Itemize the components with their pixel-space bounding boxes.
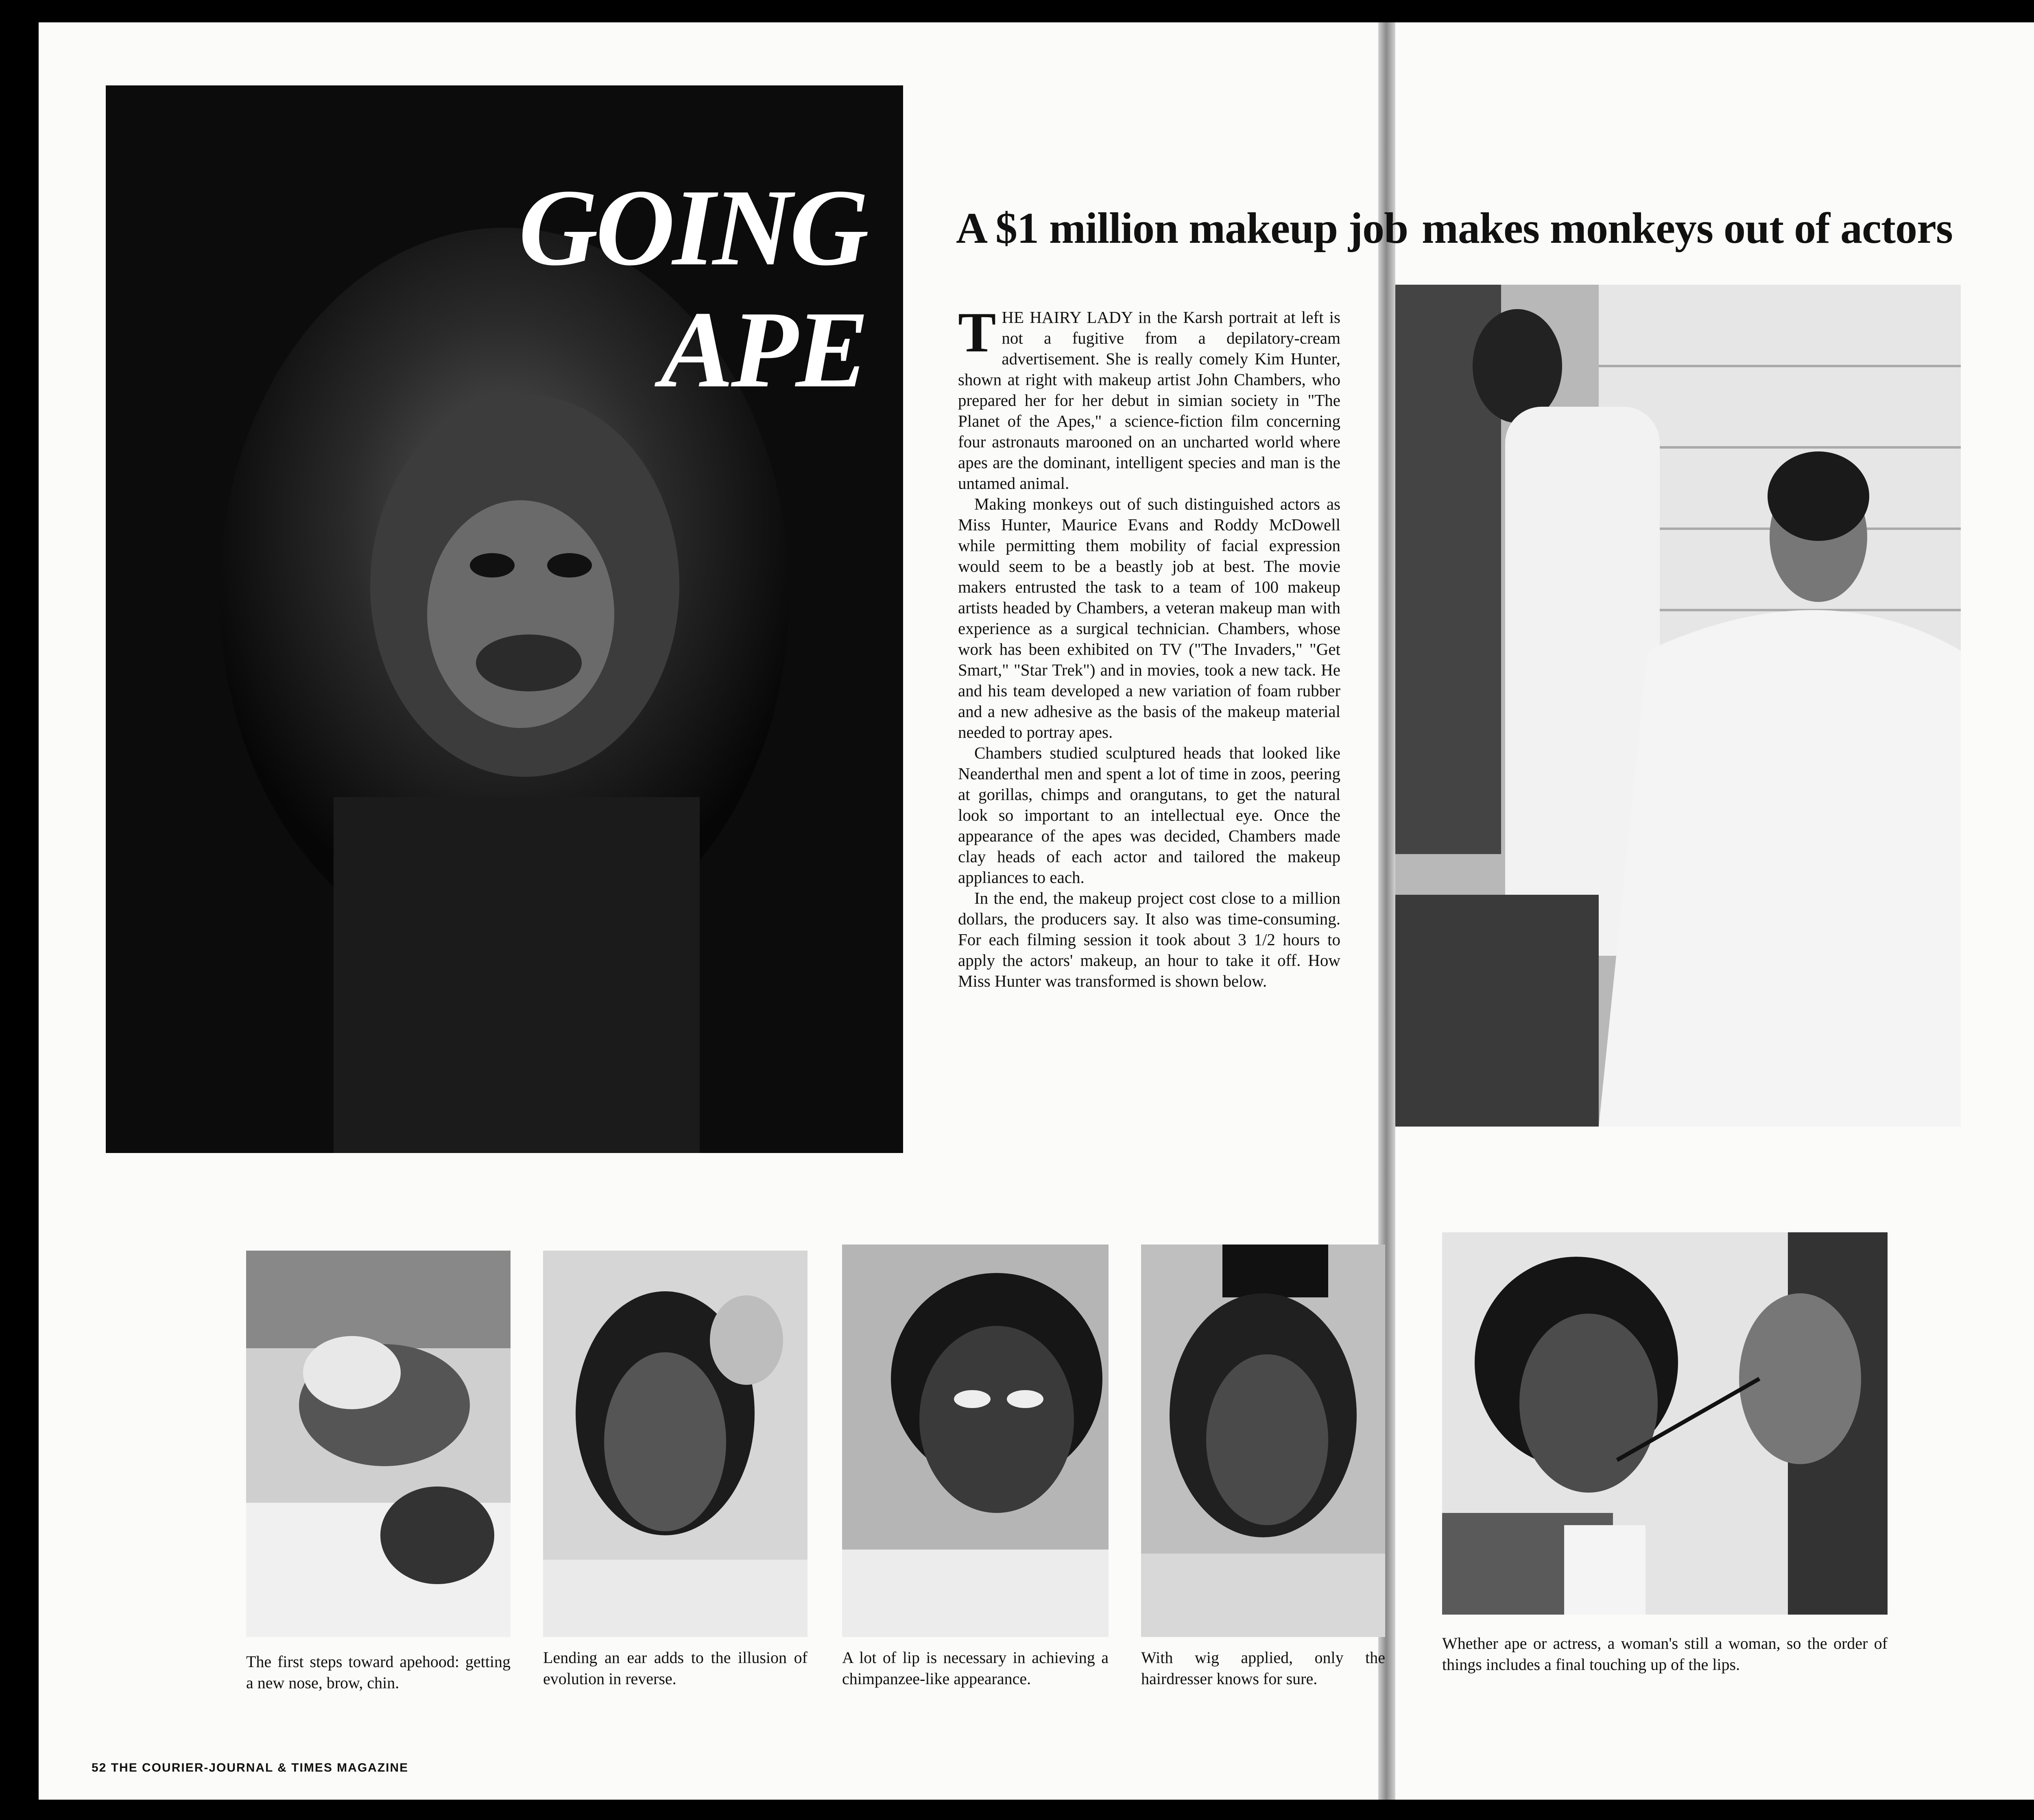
caption-3: A lot of lip is necessary in achieving a chimpanzee-like appearance. [842,1648,1109,1688]
drop-cap: T [958,301,996,364]
main-headline-left: A $1 million makeup job [956,204,1408,253]
article-paragraph: In the end, the makeup project cost close to a million dollars, the producers say. It also was time-consuming. For each filming session it took about 3 1/2 hours to apply the actors' makeup, an hour to take it off. How Miss Hunter was transformed is shown below. [958,889,1340,990]
article-body [958,301,1340,992]
headline-going: GOING [518,167,866,288]
lip-touchup-photo [1442,1232,1888,1615]
article-paragraph: Chambers studied sculptured heads that looked like Neanderthal men and spent a lot of time in zoos, peering at gorillas, chimps and orangutans, to get the natural look so important to an intellectual eye. Once the appearance of the apes was decided, Chambers made clay heads of each actor and tailored the makeup appliances to each. [958,743,1340,887]
caption-2: Lending an ear adds to the illusion of evolution in reverse. [543,1648,807,1688]
caption-right: Whether ape or actress, a woman's still a woman, so the order of things includes a final touching up of the lips. [1442,1634,1888,1674]
headline-ape: APE [660,289,866,410]
article-paragraph: Making monkeys out of such distinguished actors as Miss Hunter, Maurice Evans and Roddy McDowell while permitting them mobility of facial expression would seem to be a beastly job at best. The movie makers entrusted the task to a team of 100 makeup artists headed by Chambers, a veteran makeup man with experience as a surgical technician. Chambers, whose work has been exhibited on TV ("The Invaders," "Get Smart," "Star Trek") and in movies, took a new tack. He and his team developed a new variation of foam rubber and a new adhesive as the basis of the makeup material needed to portray apes. [958,495,1340,741]
main-headline-right: makes monkeys out of actors [1422,204,1953,253]
article-paragraph: THE HAIRY LADY in the Karsh portrait at left is not a fugitive from a depilatory-cream advertisement. She is really comely Kim Hunter, shown at right with makeup artist John Chambers, who prepared her for her debut in simian society in "The Planet of the Apes," a science-fiction film concerning four astronauts marooned on an uncharted world where apes are the dominant, intelligent species and man is the untamed animal. [958,301,1340,493]
transformation-photo-4 [1141,1245,1385,1637]
transformation-photo-3 [842,1245,1109,1637]
caption-4: With wig applied, only the hairdresser knows for sure. [1141,1648,1385,1688]
going-ape-headline [508,167,866,411]
caption-1: The first steps toward apehood: getting a new nose, brow, chin. [246,1652,511,1692]
transformation-photo-1 [246,1251,511,1637]
transformation-photo-2 [543,1251,807,1637]
footer-left: 52 THE COURIER-JOURNAL & TIMES MAGAZINE [92,1761,409,1774]
makeup-artist-photo [1395,285,1961,1127]
